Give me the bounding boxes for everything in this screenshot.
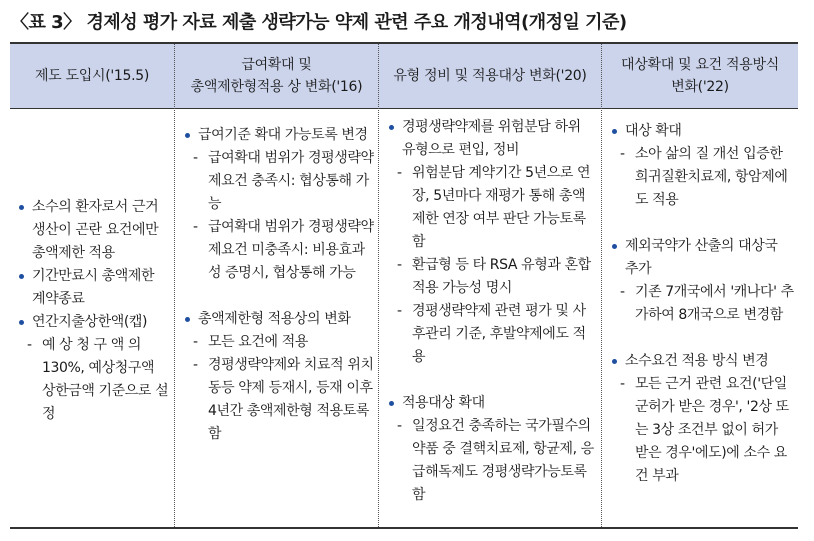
col-launch (14, 110, 170, 527)
list-subitem: - 위험분담 계약기간 5년으로 연장, 5년마다 재평가 통해 총액제한 연장 여부 판단 가능토록 함 (384, 162, 596, 254)
list-item: 대상 확대 (607, 120, 794, 143)
list-subitem: - 급여확대 범위가 경평생략약제요건 충족시: 협상통해 가능 (180, 147, 374, 216)
list-item: 제외국약가 산출의 대상국 추가 (607, 235, 794, 281)
list-subitem: - 경평생략약제와 치료적 위치 동등 약제 등재시, 등재 이후 4년간 총액제한형 적용토록 함 (180, 354, 374, 446)
table-header-row (10, 44, 798, 109)
column-divider (174, 44, 175, 527)
column-divider (378, 44, 379, 527)
list-subitem: - 예 상 청 구 액 의 130%, 예상청구액 상한금액 기준으로 설정 (14, 334, 170, 426)
header-col1: 제도 도입시('15.5) (34, 68, 150, 84)
list-item: 급여기준 확대 가능토록 변경 (180, 124, 374, 147)
list-subitem: - 경평생략약제 관련 평가 및 사후관리 기준, 후발약제에도 적용 (384, 300, 596, 369)
header-col2: 급여확대 및 총액제한형적용 상 변화('16) (190, 57, 363, 95)
column-divider (601, 44, 602, 527)
list-item: 소수요건 적용 방식 변경 (607, 350, 794, 373)
list-subitem: - 소아 삶의 질 개선 입증한 희귀질환치료제, 항암제에도 적용 (607, 143, 794, 212)
list-subitem: - 급여확대 범위가 경평생략약제요건 미충족시: 비용효과성 증명시, 협상통해 가능 (180, 216, 374, 285)
list-subitem: - 모든 근거 관련 요건('단일군허가 받은 경우', '2상 또는 3상 조건부 없이 허가 받은 경우'에도)에 소수 요건 부과 (607, 373, 794, 488)
list-subitem: - 기존 7개국에서 '캐나다' 추가하여 8개국으로 변경함 (607, 281, 794, 327)
revision-table (10, 42, 798, 529)
header-col3: 유형 정비 및 적용대상 변화('20) (393, 68, 587, 84)
list-item: 총액제한형 적용상의 변화 (180, 308, 374, 331)
list-item: 소수의 환자로서 근거생산이 곤란 요건에만 총액제한 적용 (14, 196, 170, 265)
list-subitem: - 일정요건 충족하는 국가필수의약품 중 결핵치료제, 항균제, 응급해독제도 경평생략가능토록 함 (384, 415, 596, 507)
table-title: 〈표 3〉 경제성 평가 자료 제출 생략가능 약제 관련 주요 개정내역(개정일 기준) (11, 12, 627, 33)
list-item: 적용대상 확대 (384, 392, 596, 415)
col-2016 (180, 110, 374, 527)
list-subitem: - 모든 요건에 적용 (180, 331, 374, 354)
col-2022 (607, 110, 794, 527)
list-subitem: - 환급형 등 타 RSA 유형과 혼합 적용 가능성 명시 (384, 254, 596, 300)
list-item: 경평생략약제를 위험분담 하위 유형으로 편입, 정비 (384, 116, 596, 162)
header-col4: 대상확대 및 요건 적용방식 변화('22) (621, 57, 779, 95)
list-item: 연간지출상한액(캡) (14, 311, 170, 334)
list-item: 기간만료시 총액제한 계약종료 (14, 265, 170, 311)
col-2020 (384, 110, 596, 527)
